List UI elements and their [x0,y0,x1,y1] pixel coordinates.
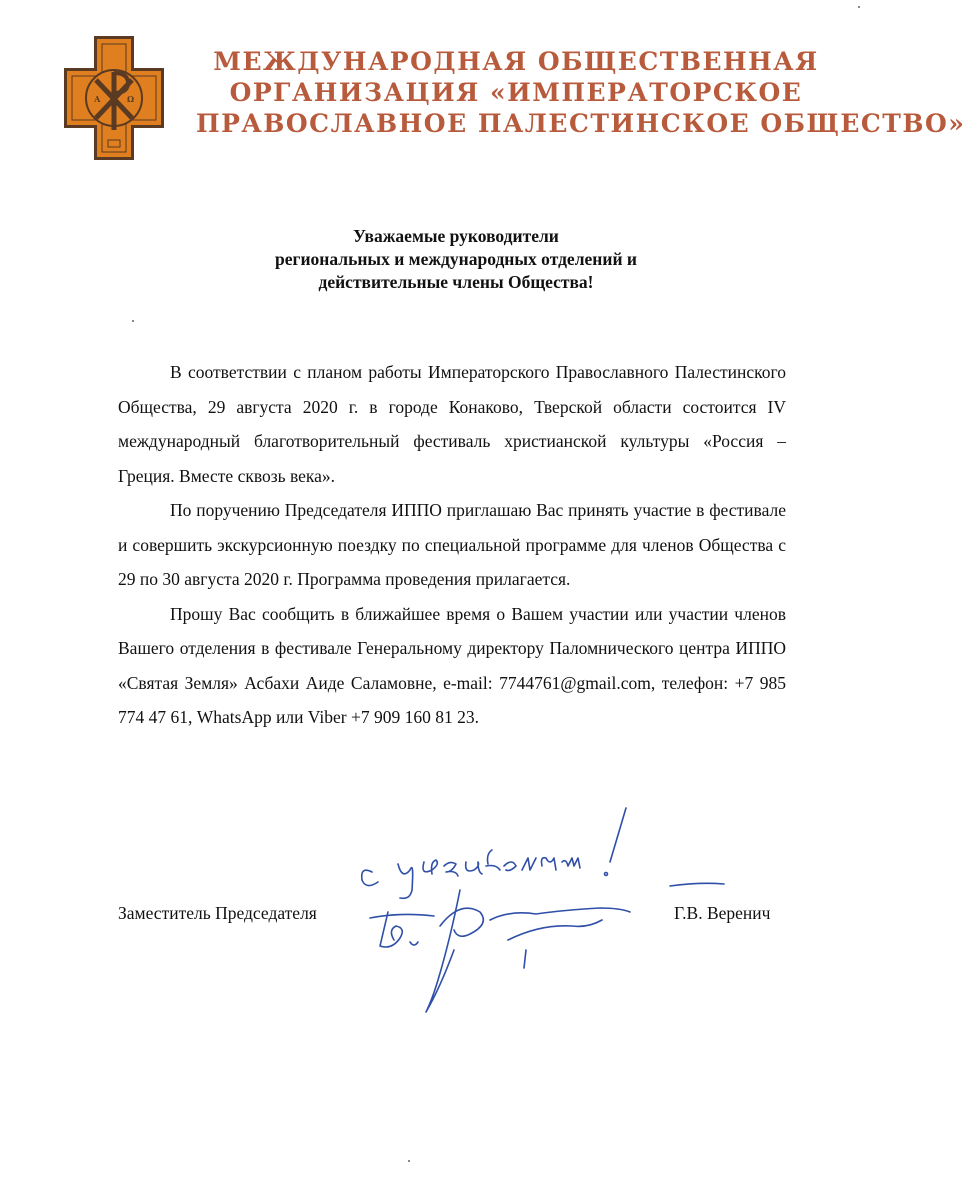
scan-speck [408,1160,410,1162]
scan-speck [858,6,860,8]
greeting-line: действительные члены Общества! [318,272,594,292]
organization-title-line: ПРАВОСЛАВНОЕ ПАЛЕСТИНСКОЕ ОБЩЕСТВО» [196,109,965,138]
organization-title [196,46,965,139]
scan-speck [132,320,134,322]
svg-text:Ω: Ω [127,94,135,104]
greeting-line: региональных и международных отделений и [275,249,637,269]
signatory-name: Г.В. Веренич [674,903,771,923]
body-paragraph: По поручению Председателя ИППО приглашаю Вас принять участие в фестивале и совершить экскурсионную поездку по специальной программе для членов Общества с 29 по 30 августа 2020 г. Программа проведения прилагается. [118,500,786,589]
chi-rho-cross-emblem-icon [64,36,164,160]
body-paragraph: В соответствии с планом работы Императорского Православного Палестинского Общества, 29 августа 2020 г. в городе Конаково, Тверской области состоится IV международный благотворительный фестиваль христианской культуры «Россия – Греция. Вместе сквозь века». [118,362,786,486]
signatory-position: Заместитель Председателя [118,903,317,923]
organization-title-line: МЕЖДУНАРОДНАЯ ОБЩЕСТВЕННАЯ [213,47,819,76]
svg-text:А: А [94,94,101,104]
greeting-line: Уважаемые руководители [353,226,559,246]
organization-title-line: ОРГАНИЗАЦИЯ «ИМПЕРАТОРСКОЕ [229,78,803,107]
greeting [120,225,792,294]
letter-body [118,355,786,735]
body-paragraph: Прошу Вас сообщить в ближайшее время о Вашем участии или участии членов Вашего отделения в фестивале Генеральному директору Паломнического центра ИППО «Святая Земля» Асбахи Аиде Саламовне, e-mail: 7744761@gmail.com, телефон: +7 985 774 47 61, WhatsApp или Viber +7 909 160 81 23. [118,603,786,727]
